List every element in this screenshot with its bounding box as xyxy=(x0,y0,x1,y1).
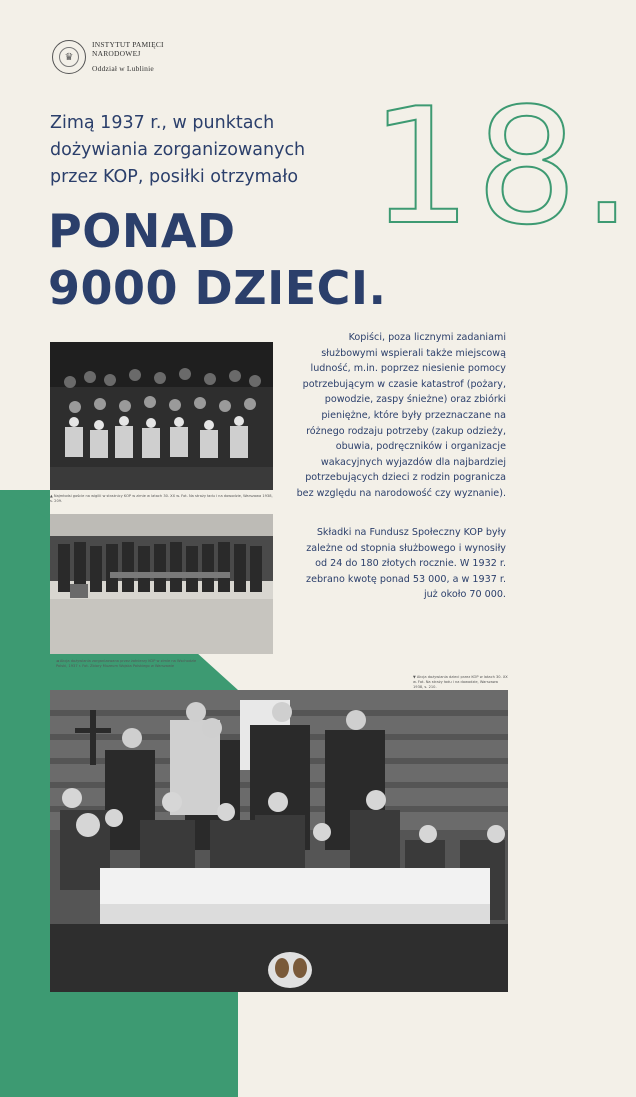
caption-photo2: ◄ Akcja dożywiania zorganizowana przez żołnierzy KOP w zimie na Wschodzie Polski, 1937 r. Fot. Zbiory Muzeum Wojska Polskiego w Warszawie xyxy=(56,659,197,668)
body-paragraph1: Kopiści, poza licznymi zadaniami służbowymi wspierali także miejscową ludność, m.in. poprzez niesienie pomocy potrzebującym w czasie katastrof (pożary, powodzie, zaspy śnieżne) oraz zbiórki pieniężne, które były przeznaczane na różnego rodzaju potrzeby (zakup odzieży, obuwia, podręczników i organizacje wakacyjnych wyjazdów dla najbardziej potrzebujących dzieci z rodzin pogranicza bez względu na narodowość czy wyznanie). xyxy=(296,332,506,499)
headline-line2: 9000 DZIECI. xyxy=(48,261,387,315)
photo-soldiers-children-table xyxy=(50,690,508,992)
logo-line2: NARODOWEJ xyxy=(92,49,141,58)
logo-branch: Oddział w Lublinie xyxy=(92,64,154,73)
photo-feeding-village xyxy=(50,514,273,654)
ipn-seal-icon: ♛ xyxy=(52,40,86,74)
panel-number: 18. xyxy=(370,73,636,260)
logo-text xyxy=(92,40,164,73)
body-paragraph2: Składki na Fundusz Społeczny KOP były zależne od stopnia służbowego i wynosiły od 24 do 180 złotych rocznie. W 1932 r. zebrano kwotę ponad 53 000, a w 1937 r. już około 70 000. xyxy=(306,527,506,601)
photo-children-christmas xyxy=(50,342,273,490)
caption-photo3: ▼ Akcja dożywiania dzieci przez KOP w latach 30. XX w. Fot. Na straży ładu i na dowodzie, Warszawa 1938, s. 210. xyxy=(413,675,508,689)
headline-line1: PONAD xyxy=(48,204,236,258)
headline xyxy=(48,203,386,317)
logo-line1: INSTYTUT PAMIĘCI xyxy=(92,40,164,49)
ipn-logo xyxy=(52,40,164,74)
caption-photo1: ▲ Najmłodsi goście na wigilii w strażnicy KOP w zimie w latach 30. XX w. Fot. Na straży ładu i na dowodzie, Warszawa 1938, s. 209. xyxy=(50,494,273,503)
lead-text: Zimą 1937 r., w punktach dożywiania zorganizowanych przez KOP, posiłki otrzymało xyxy=(50,113,306,187)
